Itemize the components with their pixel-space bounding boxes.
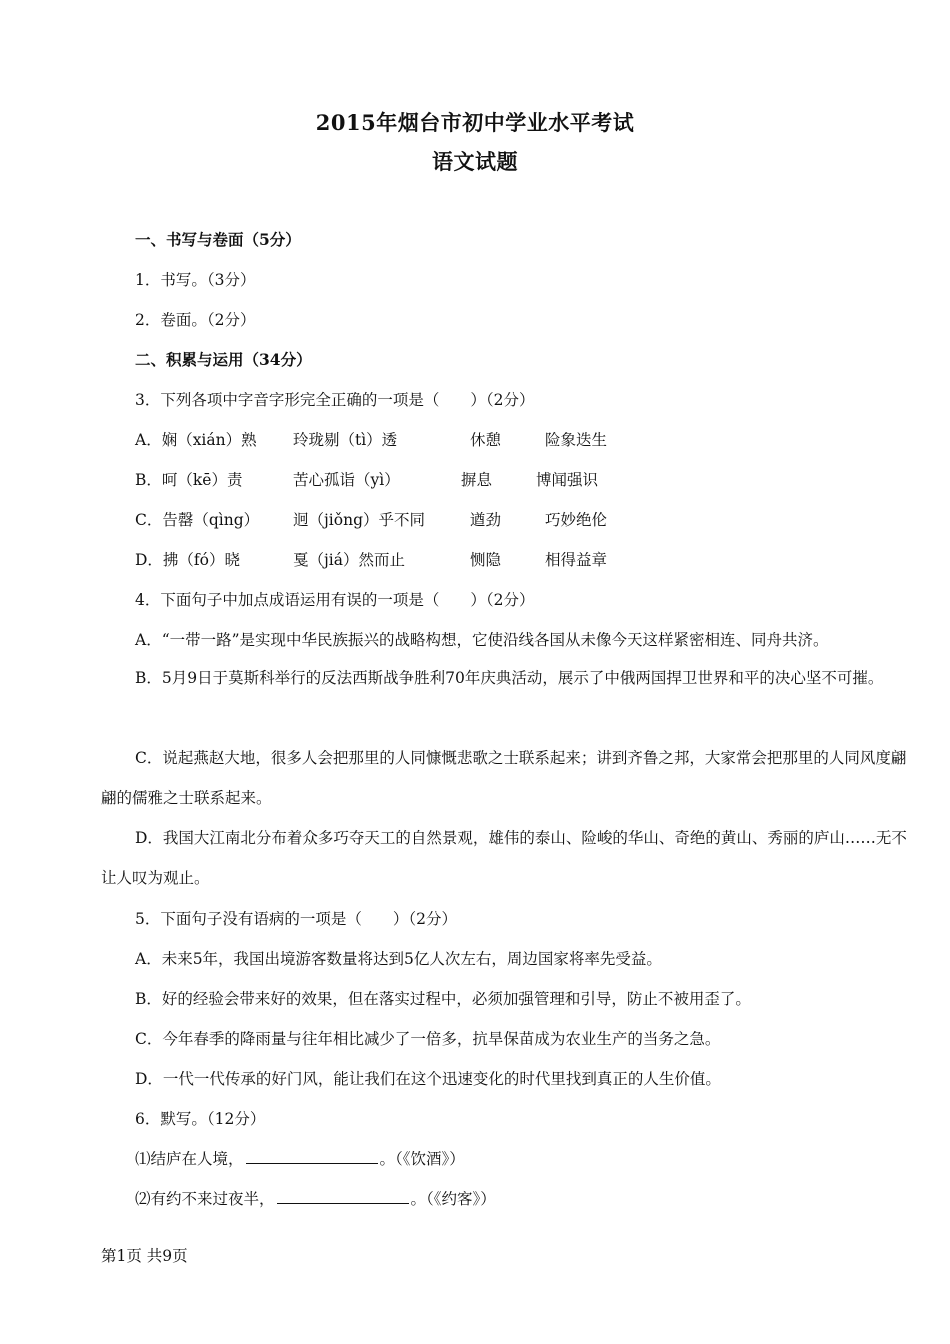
- page-footer: 第1页 共9页: [101, 1247, 188, 1265]
- exam-title: 2015年烟台市初中学业水平考试: [315, 110, 635, 135]
- q5-option-a: A．未来5年，我国出境游客数量将达到5亿人次左右，周边国家将率先受益。: [135, 950, 662, 968]
- q5-option-d: D．一代一代传承的好门风，能让我们在这个迅速变化的时代里找到真正的人生价值。: [135, 1070, 721, 1088]
- q3-d-part1: D．拂（fó）晓: [135, 551, 240, 569]
- q3-c-part4: 巧妙绝伦: [545, 511, 608, 529]
- question-2: 2．卷面。（2分）: [135, 311, 256, 329]
- q6-item-1: [135, 1148, 465, 1170]
- q3-b-part4: 博闻强识: [536, 471, 599, 489]
- q5-option-c: C．今年春季的降雨量与往年相比减少了一倍多，抗旱保苗成为农业生产的当务之急。: [135, 1030, 721, 1048]
- section1-heading: 一、书写与卷面（5分）: [135, 230, 301, 249]
- q3-b-part1: B．呵（kē）责: [135, 471, 243, 489]
- q6-item-2-prompt: ⑵有约不来过夜半，: [135, 1190, 275, 1208]
- question-3-stem: 3．下列各项中字音字形完全正确的一项是（ ）（2分）: [135, 391, 535, 409]
- q3-d-part3: 恻隐: [470, 551, 502, 569]
- q6-item-1-prompt: ⑴结庐在人境，: [135, 1150, 244, 1168]
- q6-item-1-blank[interactable]: [246, 1149, 378, 1164]
- question-4-stem: 4．下面句子中加点成语运用有误的一项是（ ）（2分）: [135, 591, 535, 609]
- q3-d-part2: 戛（jiá）然而止: [293, 551, 406, 569]
- q4-option-a: A．“一带一路”是实现中华民族振兴的战略构想，它使沿线各国从未像今天这样紧密相连、同舟共济。: [135, 631, 829, 649]
- q3-a-part3: 休憩: [470, 431, 502, 449]
- q3-b-part3: 摒息: [461, 471, 493, 489]
- q4-option-c: C．说起燕赵大地，很多人会把那里的人同慷慨悲歌之士联系起来；讲到齐鲁之邦，大家常会把那里的人同风度翩翩的儒雅之士联系起来。: [101, 749, 907, 807]
- q4-option-d: D．我国大江南北分布着众多巧夺天工的自然景观，雄伟的泰山、险峻的华山、奇绝的黄山、秀丽的庐山……无不让人叹为观止。: [101, 829, 907, 887]
- question-1: 1．书写。（3分）: [135, 271, 256, 289]
- question-6-stem: 6．默写。（12分）: [135, 1110, 266, 1128]
- q3-a-part2: 玲珑剔（tì）透: [293, 431, 398, 449]
- q6-item-2: [135, 1188, 496, 1210]
- question-5-stem: 5．下面句子没有语病的一项是（ ）（2分）: [135, 910, 457, 928]
- q4-option-b: B．5月9日于莫斯科举行的反法西斯战争胜利70年庆典活动，展示了中俄两国捍卫世界和平的决心坚不可摧。: [135, 669, 884, 687]
- q3-d-part4: 相得益章: [545, 551, 608, 569]
- q3-a-part4: 险象迭生: [545, 431, 608, 449]
- q6-item-2-source: 。（《约客》）: [410, 1190, 496, 1208]
- q3-c-part2: 迥（jiǒng）乎不同: [293, 511, 426, 529]
- q3-a-part1: A．娴（xián）熟: [135, 431, 257, 449]
- q6-item-2-blank[interactable]: [277, 1189, 409, 1204]
- q3-c-part1: C．告罄（qìng）: [135, 511, 260, 529]
- exam-subtitle: 语文试题: [432, 149, 518, 174]
- q3-b-part2: 苦心孤诣（yì）: [293, 471, 400, 489]
- q3-c-part3: 遒劲: [470, 511, 502, 529]
- section2-heading: 二、积累与运用（34分）: [135, 350, 312, 369]
- q5-option-b: B．好的经验会带来好的效果，但在落实过程中，必须加强管理和引导，防止不被用歪了。: [135, 990, 751, 1008]
- q6-item-1-source: 。（《饮酒》）: [379, 1150, 465, 1168]
